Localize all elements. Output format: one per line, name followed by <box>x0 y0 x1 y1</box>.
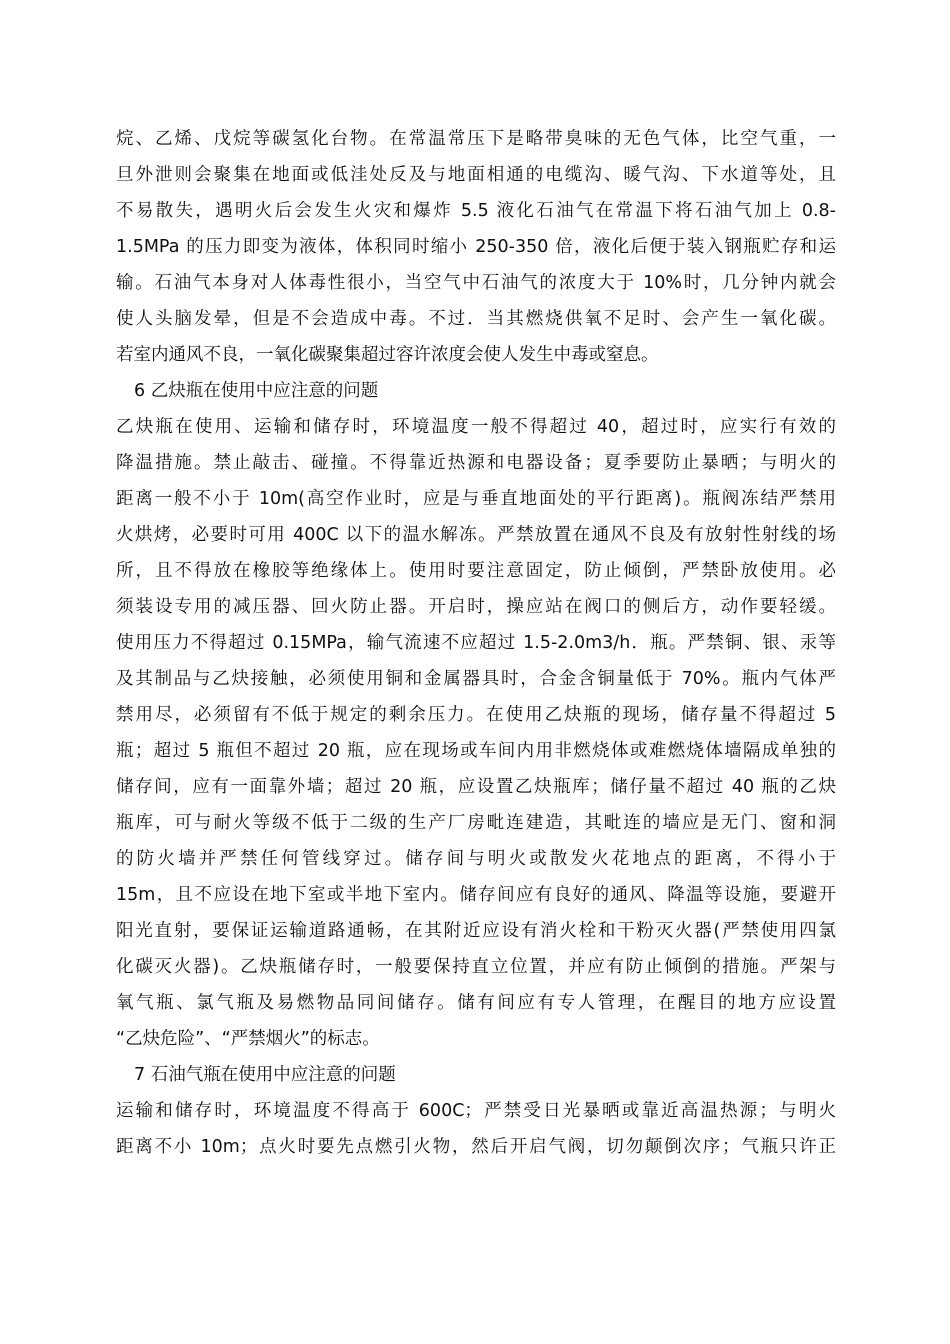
text-line: 瓶库，可与耐火等级不低于二级的生产厂房毗连建造，其毗连的墙应是无门、窗和洞 <box>116 813 836 833</box>
text-line: 所，且不得放在橡胶等绝缘体上。使用时要注意固定，防止倾倒，严禁卧放使用。必 <box>116 561 836 581</box>
text-line: 旦外泄则会聚集在地面或低洼处反及与地面相通的电缆沟、暖气沟、下水道等处，且 <box>116 165 836 185</box>
text-line: 15m，且不应设在地下室或半地下室内。储存间应有良好的通风、降温等设施，要避开 <box>116 885 836 905</box>
text-line: 瓶；超过 5 瓶但不超过 20 瓶，应在现场或车间内用非燃烧体或难燃烧体墙隔成单独的 <box>116 741 836 761</box>
text-line: 使用压力不得超过 0.15MPa，输气流速不应超过 1.5-2.0m3/h．瓶。严禁铜、银、汞等 <box>116 633 836 653</box>
text-line: 距离一般不小于 10m(高空作业时，应是与垂直地面处的平行距离)。瓶阀冻结严禁用 <box>116 489 836 509</box>
text-line: 化碳灭火器)。乙炔瓶储存时，一般要保持直立位置，并应有防止倾倒的措施。严架与 <box>116 957 836 977</box>
text-line: 使人头脑发晕，但是不会造成中毒。不过．当其燃烧供氧不足时、会产生一氧化碳。 <box>116 309 836 329</box>
text-line: 若室内通风不良，一氧化碳聚集超过容许浓度会使人发生中毒或窒息。 <box>116 345 659 365</box>
text-line: 火烘烤，必要时可用 400C 以下的温水解冻。严禁放置在通风不良及有放射性射线的场 <box>116 525 836 545</box>
text-line: 的防火墙并严禁任何管线穿过。储存间与明火或散发火花地点的距离，不得小于 <box>116 849 836 869</box>
text-line: 降温措施。禁止敲击、碰撞。不得靠近热源和电器设备；夏季要防止暴晒；与明火的 <box>116 453 836 473</box>
text-line: 储存间，应有一面靠外墙；超过 20 瓶，应设置乙炔瓶库；储仔量不超过 40 瓶的乙炔 <box>116 777 836 797</box>
text-line: “乙炔危险”、“严禁烟火”的标志。 <box>116 1029 380 1049</box>
text-line: 输。石油气本身对人体毒性很小，当空气中石油气的浓度大于 10%时，几分钟内就会 <box>116 273 836 293</box>
text-line: 乙炔瓶在使用、运输和储存时，环境温度一般不得超过 40，超过时，应实行有效的 <box>116 417 836 437</box>
text-line: 禁用尽，必须留有不低于规定的剩余压力。在使用乙炔瓶的现场，储存量不得超过 5 <box>116 705 836 725</box>
text-line: 1.5MPa 的压力即变为液体，体积同时缩小 250-350 倍，液化后便于装入钢瓶贮存和运 <box>116 237 836 257</box>
text-line: 氧气瓶、氯气瓶及易燃物品同间储存。储有间应有专人管理，在醒目的地方应设置 <box>116 993 836 1013</box>
text-line: 距离不小 10m；点火时要先点燃引火物，然后开启气阀，切勿颠倒次序；气瓶只许正 <box>116 1137 836 1157</box>
text-line: 及其制品与乙炔接触，必须使用铜和金属器具时，合金含铜量低于 70%。瓶内气体严 <box>116 669 836 689</box>
text-line: 不易散失，遇明火后会发生火灾和爆炸 5.5 液化石油气在常温下将石油气加上 0.8- <box>116 201 836 221</box>
text-line: 运输和储存时，环境温度不得高于 600C；严禁受日光暴晒或靠近高温热源；与明火 <box>116 1101 836 1121</box>
section-heading: 7 石油气瓶在使用中应注意的问题 <box>134 1065 396 1085</box>
document-body <box>116 121 836 1165</box>
text-line: 阳光直射，要保证运输道路通畅，在其附近应设有消火栓和干粉灭火器(严禁使用四氯 <box>116 921 836 941</box>
text-line: 须装设专用的减压器、回火防止器。开启时，操应站在阀口的侧后方，动作要轻缓。 <box>116 597 836 617</box>
section-heading: 6 乙炔瓶在使用中应注意的问题 <box>134 381 379 401</box>
text-line: 烷、乙烯、戊烷等碳氢化台物。在常温常压下是略带臭味的无色气体，比空气重，一 <box>116 129 836 149</box>
